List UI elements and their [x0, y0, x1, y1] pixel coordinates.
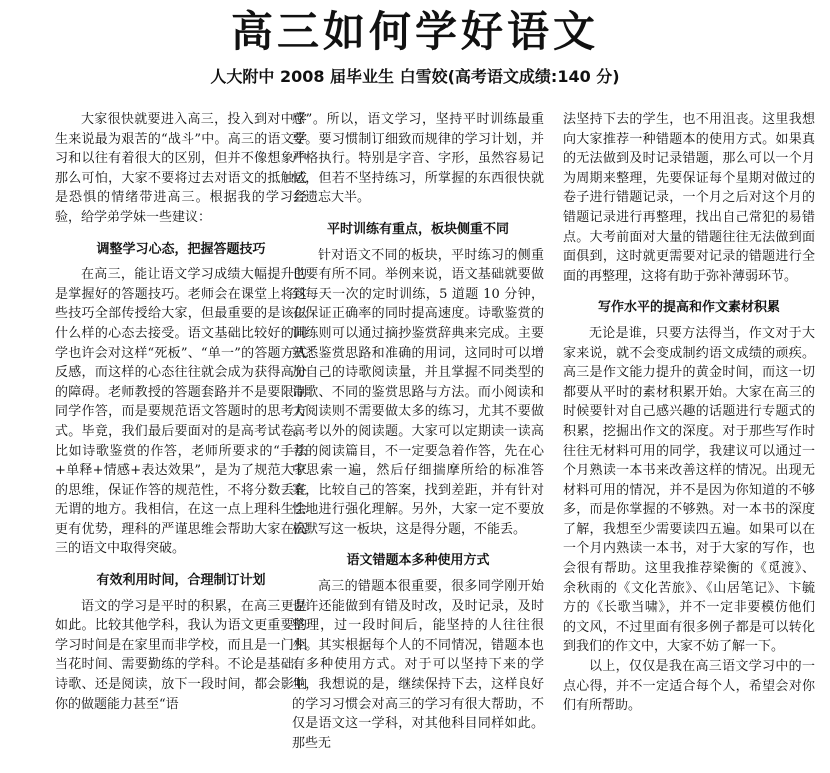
section-heading: 有效利用时间，合理制订计划: [96, 573, 266, 589]
paragraph: 无论是谁，只要方法得当，作文对于大家来说，就不会变成制约语文成绩的顽疾。高三是作文能力提升的黄金时间，而这一切都要从平时的素材积累开始。大家在高三的时候要针对自己感兴趣的话题进行专题式的积累，挖掘出作文的深度。对于那些写作时往往无材料可用的同学，我建议可以通过一个月熟读一本书来改善这样的情况。出现无材料可用的情况，并不是因为你知道的不够多，而是你掌握的不够熟。对一本书的深度了解，我想至少需要读四五遍。如果可以在一个月内熟读一本书，对于大家的写作，也会很有帮助。这里我推荐梁衡的《觅渡》、余秋雨的《文化苦旅》、《山居笔记》、卞毓方的《长歌当啸》，并不一定非要模仿他们的文风，不过里面有很多例子都是可以转化到我们的作文中，大家不妨了解一下。: [563, 325, 815, 655]
column-middle: [292, 110, 544, 770]
section-heading: 写作水平的提高和作文素材积累: [597, 300, 780, 316]
paragraph: 在高三，能让语文学习成绩大幅提升的是掌握好的答题技巧。老师会在课堂上将这些技巧全部传授给大家，但最重要的是该以什么样的心态去接受。语文基础比较好的同学也许会对这样“死板”、“单一”的答题方式反感，而这样的心态往往就会成为获得高分的障碍。老师教授的答题套路并不是要限制同学作答，而是要规范语文答题时的思考方式。毕竟，我们最后要面对的是高考试卷。比如诗歌鉴赏的作答，老师所要求的“手法+单释+情感+表达效果”，是为了规范大家的思维，保证作答的规范性，不将分数丢在无谓的地方。我相信，在这一点上理科生会更有优势，理科的严谨思维会帮助大家在高三的语文中取得突破。: [55, 267, 307, 557]
author-byline: 人大附中 2008 届毕业生 白雪姣(高考语文成绩:140 分): [210, 67, 620, 86]
paragraph: 针对语文不同的板块，平时练习的侧重也要有所不同。举例来说，语文基础就要做到每天一次的定时训练，5 道题 10 分钟，在保证正确率的同时提高速度。诗歌鉴赏的训练则可以通过摘抄鉴赏辞典来完成。主要熟悉鉴赏思路和准确的用词，这同时可以增加自己的诗歌阅读量，并且掌握不同类型的诗歌、不同的鉴赏思路与方法。而小阅读和大阅读则不需要做太多的练习，尤其不要做高考以外的阅读题。大家可以定期读一读高考的阅读篇目，不一定要急着作答，先在心中思索一遍，然后仔细揣摩所给的标准答案，比较自己的答案，找到差距，并有针对性地进行强化理解。另外，大家一定不要放松默写这一板块，这是得分题，不能丢。: [292, 247, 544, 537]
section-heading: 平时训练有重点，板块侧重不同: [326, 221, 509, 237]
section-heading: 调整学习心态，把握答题技巧: [96, 241, 266, 257]
paragraph: 高三的错题本很重要，很多同学刚开始也许还能做到有错及时改，及时记录，及时整理，过一段时间后，能坚持的人往往很少。其实根据每个人的不同情况，错题本也有多种使用方式。对于可以坚持下来的学生，我想说的是，继续保持下去，这样良好的学习习惯会对高三的学习有很大帮助，不仅是语文这一学科，对其他科目同样如此。那些无: [292, 579, 544, 751]
column-left: [55, 110, 307, 770]
paragraph-continued: 感”。所以，语文学习，坚持平时训练最重要。要习惯制订细致而规律的学习计划，并严格执行。特别是字音、字形，虽然容易记忆，但若不坚持练习，所掌握的东西很快就会遗忘大半。: [292, 112, 544, 206]
section-heading: 语文错题本多种使用方式: [346, 553, 490, 569]
article-title: 高三如何学好语文: [230, 7, 599, 56]
paragraph: 语文的学习是平时的积累，在高三更是如此。比较其他学科，我认为语文更重要的学习时间是在家里而非学校，而且是一门相当花时间、需要勤练的学科。不论是基础、诗歌、还是阅读，放下一段时间，都会影响你的做题能力甚至“语: [55, 598, 307, 712]
paragraph: 以上，仅仅是我在高三语文学习中的一点心得，并不一定适合每个人，希望会对你们有所帮助。: [563, 659, 815, 714]
paragraph: 大家很快就要进入高三，投入到对中学生来说最为艰苦的“战斗”中。高三的语文学习和以往有着很大的区别，但并不像想象中那么可怕，大家不要将过去对语文的抵触或是恐惧的情绪带进高三。根据我的学习经验，给学弟学妹一些建议：: [55, 112, 307, 225]
paragraph-continued: 法坚持下去的学生，也不用沮丧。这里我想向大家推荐一种错题本的使用方式。如果真的无法做到及时记录错题，那么可以一个月为周期来整理，先要保证每个星期对做过的卷子进行错题记录，一个月之后对这个月的错题记录进行再整理，找出自己常犯的易错点。大考前面对大量的错题往往无法做到面面俱到，这时就更需要对记录的错题进行全面的再整理，这将有助于弥补薄弱环节。: [563, 112, 815, 284]
column-right: [563, 110, 815, 770]
